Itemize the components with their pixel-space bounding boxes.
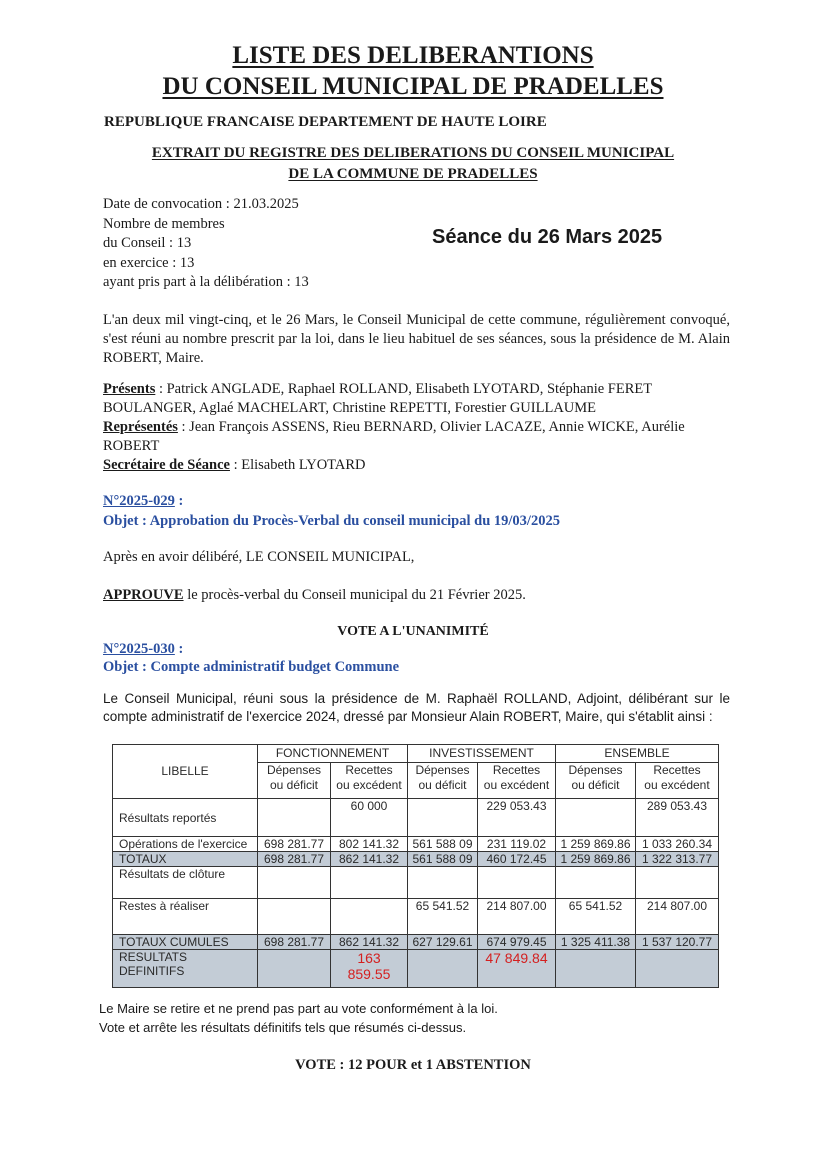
document-title (0, 40, 826, 102)
row-label: TOTAUX (113, 852, 258, 867)
deliberation-number: N°2025-029 : (103, 493, 184, 509)
extrait-header (0, 143, 826, 185)
table-cell: 1 322 313.77 (636, 852, 719, 867)
session-meta (103, 195, 309, 293)
after-table-text (99, 999, 498, 1037)
ayant-pris-part: ayant pris part à la délibération : 13 (103, 274, 309, 290)
table-cell: 561 588 09 (408, 852, 478, 867)
compte-administratif-table (112, 744, 719, 988)
table-cell: 214 807.00 (636, 899, 719, 935)
approuve-label: APPROUVE (103, 587, 184, 603)
republique-header: REPUBLIQUE FRANCAISE DEPARTEMENT DE HAUTE LOIRE (104, 114, 547, 130)
deliberation-number: N°2025-030 : (103, 641, 184, 657)
sub-header-depenses: Dépenses ou déficit (258, 763, 331, 799)
secretaire-name: : Elisabeth LYOTARD (229, 457, 366, 473)
table-cell: 1 033 260.34 (636, 837, 719, 852)
deliberation-objet: Objet : Approbation du Procès-Verbal du conseil municipal du 19/03/2025 (103, 513, 560, 529)
table-cell: 65 541.52 (556, 899, 636, 935)
table-cell (408, 867, 478, 899)
table-cell (556, 950, 636, 988)
members-block (103, 380, 730, 475)
group-header: ENSEMBLE (556, 745, 719, 763)
deliberation-objet: Objet : Compte administratif budget Commune (103, 659, 400, 675)
table-cell: 627 129.61 (408, 935, 478, 950)
table-cell: 674 979.45 (478, 935, 556, 950)
presents-label: Présents (103, 381, 156, 397)
table-row (113, 799, 719, 837)
secretaire-label: Secrétaire de Séance (103, 457, 230, 473)
table-row (113, 837, 719, 852)
vote-result: VOTE A L'UNANIMITÉ (337, 624, 489, 639)
table-cell: 1 259 869.86 (556, 837, 636, 852)
table-cell: 214 807.00 (478, 899, 556, 935)
table-cell: 561 588 09 (408, 837, 478, 852)
vote-arrete-line: Vote et arrête les résultats définitifs tels que résumés ci-dessus. (99, 1020, 467, 1035)
vote-result: VOTE : 12 POUR et 1 ABSTENTION (295, 1057, 531, 1073)
table-cell: 289 053.43 (636, 799, 719, 837)
table-row-resultats-definitifs (113, 950, 719, 988)
table-row (113, 899, 719, 935)
title-line-1: LISTE DES DELIBERANTIONS (232, 42, 594, 69)
table-cell (636, 950, 719, 988)
table-cell: 65 541.52 (408, 899, 478, 935)
group-header: FONCTIONNEMENT (258, 745, 408, 763)
presents-line (103, 380, 730, 418)
representes-list: : Jean François ASSENS, Rieu BERNARD, Olivier LACAZE, Annie WICKE, Aurélie ROBERT (103, 419, 685, 454)
sub-header-depenses: Dépenses ou déficit (408, 763, 478, 799)
group-header: INVESTISSEMENT (408, 745, 556, 763)
seance-title: Séance du 26 Mars 2025 (432, 226, 663, 248)
row-label: TOTAUX CUMULES (113, 935, 258, 950)
table-cell: 698 281.77 (258, 837, 331, 852)
table-cell (258, 799, 331, 837)
sub-header-recettes: Recettes ou excédent (331, 763, 408, 799)
approuve-line: APPROUVE le procès-verbal du Conseil municipal du 21 Février 2025. (103, 587, 526, 603)
intro-paragraph: L'an deux mil vingt-cinq, et le 26 Mars, le Conseil Municipal de cette commune, régulièrement convoqué, s'est réuni au nombre prescrit par la loi, dans le lieu habituel de ses séances, sous la présidence de M. Alain ROBERT, Maire. (103, 312, 730, 366)
extrait-line-2: DE LA COMMUNE DE PRADELLES (288, 166, 538, 182)
table-cell: 229 053.43 (478, 799, 556, 837)
table-row-totaux-cumules (113, 935, 719, 950)
row-label: Restes à réaliser (113, 899, 258, 935)
nombre-membres: Nombre de membres (103, 215, 225, 232)
title-line-2: DU CONSEIL MUNICIPAL DE PRADELLES (162, 73, 664, 100)
compte-administratif-intro: Le Conseil Municipal, réuni sous la présidence de M. Raphaël ROLLAND, Adjoint, délibérant sur le compte administratif de l'exercice 2024, dressé par Monsieur Alain ROBERT, Maire, qui s'établit ainsi : (103, 691, 730, 724)
sub-header-recettes: Recettes ou excédent (636, 763, 719, 799)
table-cell (408, 799, 478, 837)
libelle-header: LIBELLE (113, 745, 258, 799)
extrait-line-1: EXTRAIT DU REGISTRE DES DELIBERATIONS DU CONSEIL MUNICIPAL (151, 145, 675, 161)
table-cell (556, 867, 636, 899)
table-cell (258, 950, 331, 988)
table-cell: 60 000 (331, 799, 408, 837)
row-label: Opérations de l'exercice (113, 837, 258, 852)
table-cell (636, 867, 719, 899)
table-cell (331, 899, 408, 935)
apres-deliberation: Après en avoir délibéré, LE CONSEIL MUNICIPAL, (103, 549, 415, 565)
table-cell: 460 172.45 (478, 852, 556, 867)
table-cell: 698 281.77 (258, 852, 331, 867)
row-label: Résultats de clôture (113, 867, 258, 899)
maire-retire-line: Le Maire se retire et ne prend pas part au vote conformément à la loi. (99, 1001, 498, 1016)
table-cell (408, 950, 478, 988)
table-cell: 698 281.77 (258, 935, 331, 950)
table-row-totaux (113, 852, 719, 867)
du-conseil: du Conseil : 13 (103, 235, 192, 251)
table-cell: 802 141.32 (331, 837, 408, 852)
table-cell: 862 141.32 (331, 852, 408, 867)
date-convocation: Date de convocation : 21.03.2025 (103, 196, 299, 212)
table-cell (331, 867, 408, 899)
table-cell (258, 899, 331, 935)
sub-header-recettes: Recettes ou excédent (478, 763, 556, 799)
result-fonctionnement: 163 859.55 (331, 950, 408, 988)
en-exercice: en exercice : 13 (103, 254, 195, 271)
table-row (113, 867, 719, 899)
presents-list: : Patrick ANGLADE, Raphael ROLLAND, Elisabeth LYOTARD, Stéphanie FERET BOULANGER, Aglaé MACHELART, Christine REPETTI, Forestier GUILLAUME (103, 381, 652, 416)
representes-label: Représentés (103, 419, 178, 435)
row-label: RESULTATS DEFINITIFS (113, 950, 258, 988)
secretaire-line (103, 456, 730, 475)
sub-header-depenses: Dépenses ou déficit (556, 763, 636, 799)
result-investissement: 47 849.84 (478, 950, 556, 988)
table-cell: 231 119.02 (478, 837, 556, 852)
row-label: Résultats reportés (113, 799, 258, 837)
table-cell: 862 141.32 (331, 935, 408, 950)
representes-line (103, 418, 730, 456)
table-cell: 1 259 869.86 (556, 852, 636, 867)
table-cell (258, 867, 331, 899)
table-cell: 1 537 120.77 (636, 935, 719, 950)
table-cell (478, 867, 556, 899)
table-cell: 1 325 411.38 (556, 935, 636, 950)
table-cell (556, 799, 636, 837)
